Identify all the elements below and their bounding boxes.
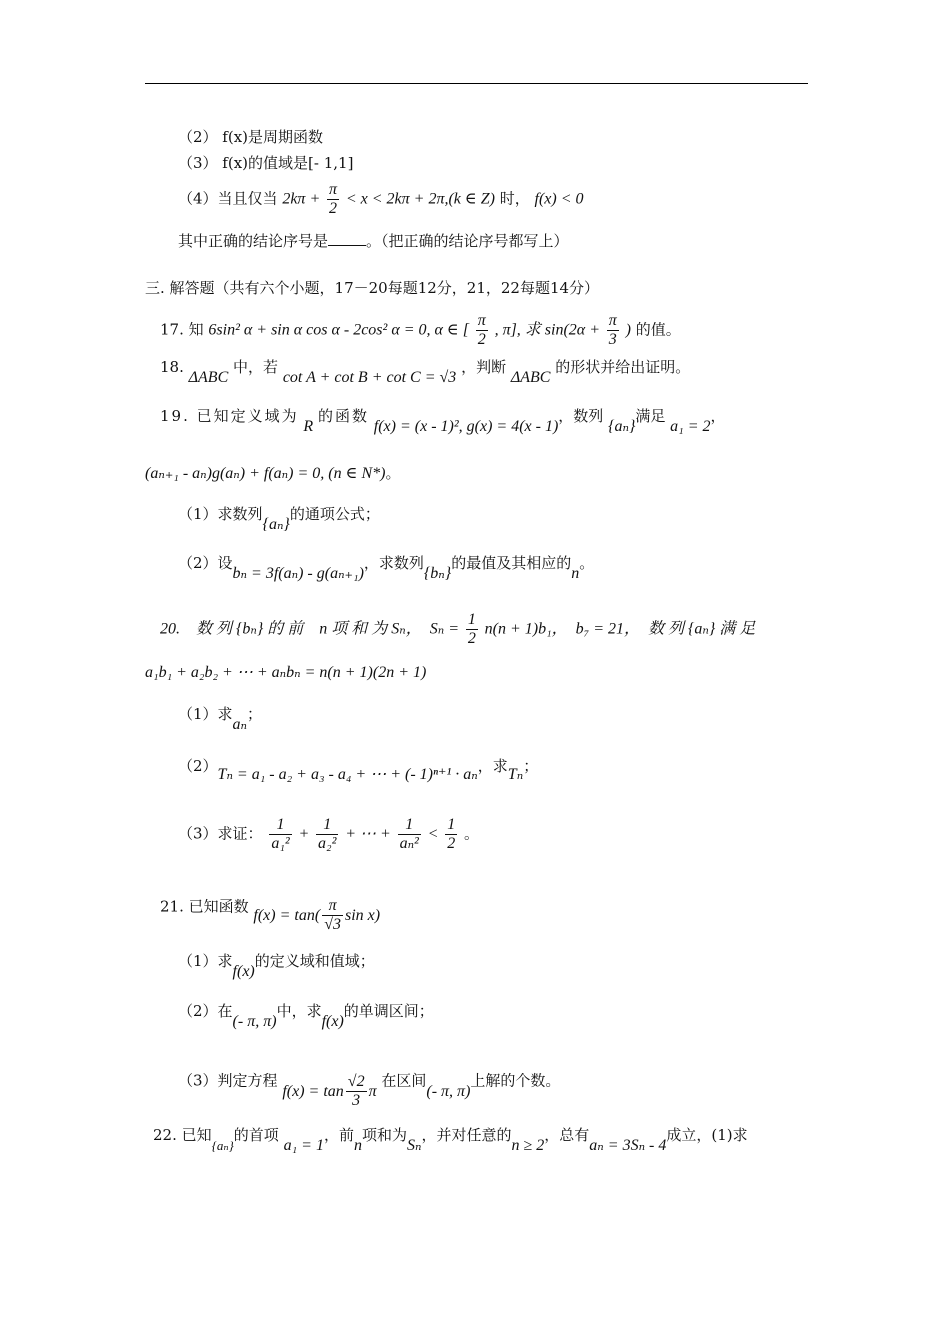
answer-blank bbox=[328, 231, 366, 246]
problem-20: 20. 数 列 {bₙ} 的 前 n 项 和 为 Sₙ， Sₙ = $\frac{1}{2}$ n(n + 1)b₁， b₇ = 21， 数 列 {aₙ} 满 足 bbox=[160, 611, 756, 647]
fraction-inv-an-squared: $\frac{1}{\text{aₙ²}}$ bbox=[399, 816, 419, 852]
option-3: （3） f(x)的值域是[- 1,1] bbox=[178, 154, 354, 172]
problem-19-part-1: （1）求数列{aₙ}的通项公式； bbox=[178, 505, 380, 533]
problem-21-part-2: （2）在(- π, π)中，求f(x)的单调区间； bbox=[178, 1002, 434, 1030]
fraction-inv-a2-squared: $\frac{1}{\text{a₂²}}$ bbox=[318, 816, 337, 852]
problem-18: 18. ΔABC 中，若 cot A + cot B + cot C = √3 ，判断 ΔABC 的形状并给出证明。 bbox=[160, 358, 691, 386]
problem-21-part-3: （3）判定方程 f(x) = tan $\frac{√2}{3}$ π 在区间(- π, π)上解的个数。 bbox=[178, 1071, 561, 1109]
fraction-one-half: $\frac{1}{2}$ bbox=[467, 611, 476, 647]
fraction-pi-over-2: $\frac{\pi}{2}$ bbox=[329, 181, 338, 217]
problem-21: 21. 已知函数 f(x) = tan( $\frac{\pi}{√3}$ sin x) bbox=[160, 897, 381, 933]
option-4: （4）当且仅当 2kπ + $\frac{\pi}{2}$ < x < 2kπ + 2π,(k ∈ Z) 时， f(x) < 0 bbox=[178, 181, 584, 217]
fraction-pi-over-2: $\frac{\pi}{2}$ bbox=[477, 312, 486, 348]
problem-20-condition: a₁b₁ + a₂b₂ + ⋯ + aₙbₙ = n(n + 1)(2n + 1) bbox=[145, 664, 427, 681]
fraction-pi-over-sqrt3: $\frac{\pi}{√3}$ bbox=[324, 897, 341, 933]
problem-22: 22. 已知{aₙ}的首项 a₁ = 1，前n项和为Sₙ，并对任意的n ≥ 2，总有aₙ = 3Sₙ - 4成立，(1)求 bbox=[153, 1126, 748, 1154]
fraction-pi-over-3: $\frac{\pi}{3}$ bbox=[608, 312, 617, 348]
problem-19-condition: (aₙ₊₁ - aₙ)g(aₙ) + f(aₙ) = 0, (n ∈ N*)。 bbox=[145, 464, 401, 482]
fraction-sqrt2-over-3: $\frac{√2}{3}$ bbox=[347, 1073, 365, 1109]
header-rule bbox=[145, 83, 808, 84]
problem-19: 19. 已知定义域为 R 的函数 f(x) = (x - 1)², g(x) = 4(x - 1)，数列 {aₙ}满足 a₁ = 2， bbox=[160, 407, 726, 435]
fraction-one-half: $\frac{1}{2}$ bbox=[447, 816, 456, 852]
problem-17: 17. 知 6sin² α + sin α cos α - 2cos² α = 0, α ∈ [ $\frac{\pi}{2}$ , π], 求 sin(2α + $\frac{\pi}{3}$ ) 的值。 bbox=[160, 312, 681, 348]
fill-blank-question: 其中正确的结论序号是 。（把正确的结论序号都写上） bbox=[178, 232, 569, 250]
problem-20-part-1: （1）求aₙ； bbox=[178, 705, 263, 733]
option-2: （2） f(x)是周期函数 bbox=[178, 128, 324, 146]
problem-19-part-2: （2）设bₙ = 3f(aₙ) - g(aₙ₊₁)，求数列{bₙ}的最值及其相应的n。 bbox=[178, 554, 595, 582]
problem-21-part-1: （1）求f(x)的定义域和值域； bbox=[178, 952, 375, 980]
fraction-inv-a1-squared: $\frac{1}{\text{a₁²}}$ bbox=[271, 816, 290, 852]
section-title: 三. 解答题（共有六个小题，17－20每题12分，21，22每题14分） bbox=[145, 279, 600, 297]
problem-20-part-2: （2）Tₙ = a₁ - a₂ + a₃ - a₄ + ⋯ + (- 1)ⁿ⁺¹ · aₙ，求Tₙ； bbox=[178, 757, 539, 783]
problem-20-part-3: （3）求证： $\frac{1}{\text{a₁²}}$ + $\frac{1}{\text{a₂²}}$ + ⋯ + $\frac{1}{\text{aₙ²}}$ < $\frac{1}{2}$ 。 bbox=[178, 816, 479, 852]
